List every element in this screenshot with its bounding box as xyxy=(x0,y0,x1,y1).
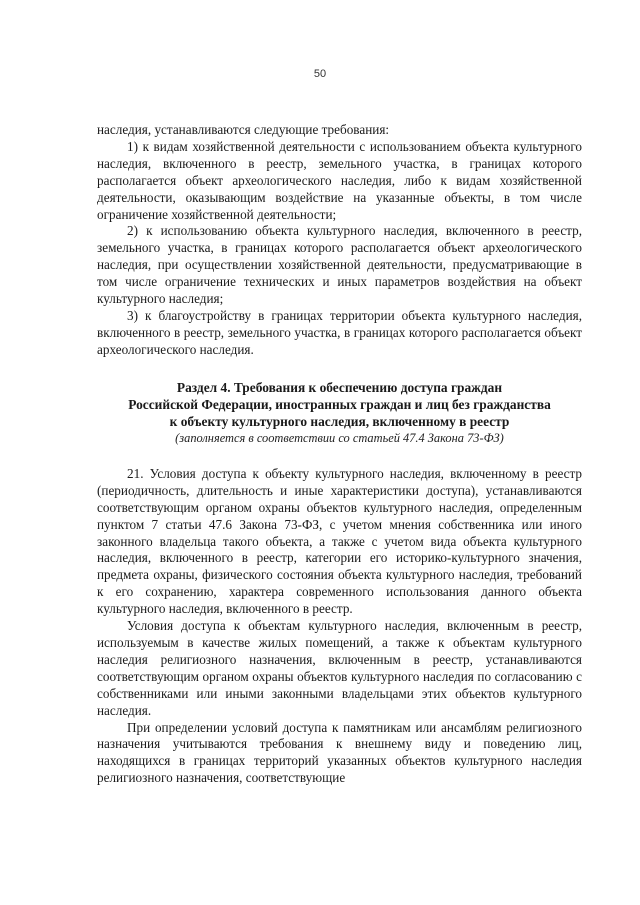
paragraph-21: 21. Условия доступа к объекту культурного наследия, включенному в реестр (периодичность, длительность и иные характеристики доступа), устанавливаются соответствующим органом охраны объектов культурного наследия, определенным пунктом 7 статьи 47.6 Закона 73-ФЗ, с учетом мнения собственника или иного законного владельца такого объекта, а также с учетом вида объекта культурного наследия, включенного в реестр, категории его историко-культурного значения, предмета охраны, физического состояния объекта культурного наследия, требований к его сохранению, характера современного использования данного объекта культурного наследия, включенного в реестр. xyxy=(97,465,582,617)
section-4-heading xyxy=(97,380,582,447)
paragraph-religious-requirements: При определении условий доступа к памятникам или ансамблям религиозного назначения учитываются требования к внешнему виду и поведению лиц, находящихся в границах территорий указанных объектов культурного наследия религиозного назначения, соответствующие xyxy=(97,719,582,786)
section-title-line-2: Российской Федерации, иностранных граждан и лиц без гражданства xyxy=(128,396,551,412)
document-body xyxy=(97,122,582,787)
section-note: (заполняется в соответствии со статьей 47.4 Закона 73-ФЗ) xyxy=(175,431,504,446)
requirement-1: 1) к видам хозяйственной деятельности с использованием объекта культурного наследия, включенного в реестр, земельного участка, в границах которого располагается объект археологического наследия, либо к видам хозяйственной деятельности, оказывающим воздействие на указанные объекты, в том числе ограничение хозяйственной деятельности; xyxy=(97,138,582,222)
section-title-line-3: к объекту культурного наследия, включенному в реестр xyxy=(169,413,510,429)
paragraph-access-conditions: Условия доступа к объектам культурного наследия, включенным в реестр, используемым в качестве жилых помещений, а также к объектам культурного наследия религиозного назначения, включенным в реестр, устанавливаются соответствующим органом охраны объектов культурного наследия по согласованию с собственниками или иными законными владельцами этих объектов культурного наследия. xyxy=(97,618,582,718)
page-number: 50 xyxy=(313,68,327,80)
spacer xyxy=(97,447,582,466)
intro-paragraph: наследия, устанавливаются следующие требования: xyxy=(97,122,390,137)
section-title-line-1: Раздел 4. Требования к обеспечению доступа граждан xyxy=(176,379,503,395)
requirement-2: 2) к использованию объекта культурного наследия, включенного в реестр, земельного участка, в границах которого располагается объект археологического наследия, при осуществлении хозяйственной деятельности, предусматривающие в том числе ограничение технических и иных параметров воздействия на объект культурного наследия; xyxy=(97,223,582,307)
requirement-3: 3) к благоустройству в границах территории объекта культурного наследия, включенного в реестр, земельного участка, в границах которого располагается объект археологического наследия. xyxy=(97,307,582,357)
